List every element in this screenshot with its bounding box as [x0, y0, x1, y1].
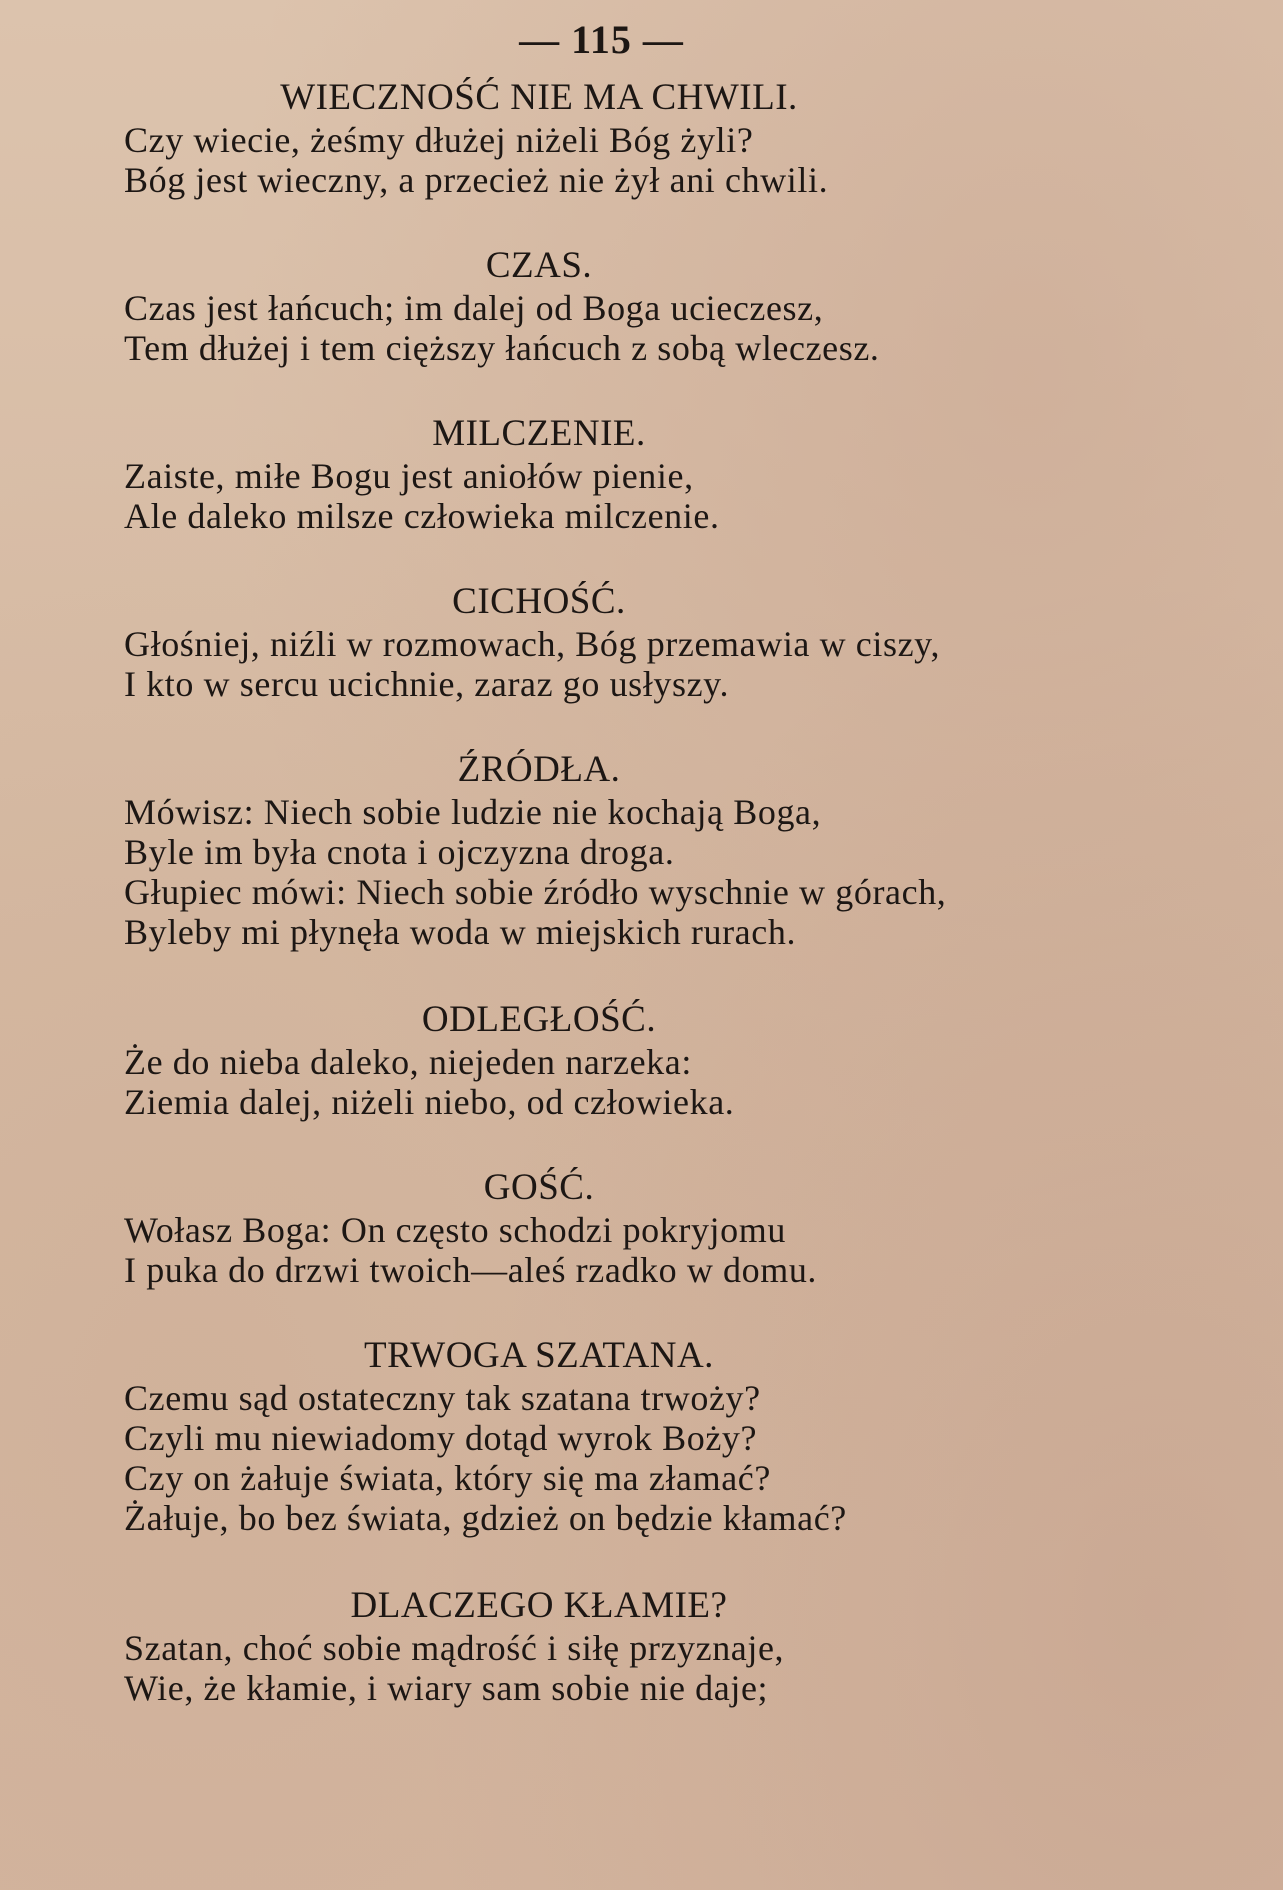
verse-line: Mówisz: Niech sobie ludzie nie kochają Boga,: [124, 792, 822, 832]
epigram-title: CZAS.: [485, 245, 593, 286]
epigram-title: ODLEGŁOŚĆ.: [421, 999, 657, 1040]
verse-line: Czas jest łańcuch; im dalej od Boga ucieczesz,: [124, 288, 824, 328]
verse-line: Zaiste, miłe Bogu jest aniołów pienie,: [124, 456, 694, 496]
verse-line: Bóg jest wieczny, a przecież nie żył ani chwili.: [124, 160, 829, 200]
epigram-cichosc: [124, 580, 1164, 704]
epigram-trwoga-szatana: [124, 1334, 1164, 1538]
verse-line: Czy on żałuje świata, który się ma złamać?: [124, 1458, 771, 1498]
epigram-title: CICHOŚĆ.: [452, 581, 626, 622]
verse-line: Tem dłużej i tem cięższy łańcuch z sobą wleczesz.: [124, 328, 880, 368]
verse-line: Wie, że kłamie, i wiary sam sobie nie daje;: [124, 1668, 769, 1708]
epigram-title: WIECZNOŚĆ NIE MA CHWILI.: [280, 77, 798, 118]
verse-line: Żałuje, bo bez świata, gdzież on będzie kłamać?: [124, 1498, 847, 1538]
verse-line: Byleby mi płynęła woda w miejskich rurach.: [124, 912, 797, 952]
epigram-odleglosc: [124, 998, 1164, 1122]
epigram-title: TRWOGA SZATANA.: [364, 1335, 714, 1376]
verse-line: Byle im była cnota i ojczyzna droga.: [124, 832, 675, 872]
verse-line: Szatan, choć sobie mądrość i siłę przyznaje,: [124, 1628, 785, 1668]
verse-line: Czy wiecie, żeśmy dłużej niżeli Bóg żyli?: [124, 120, 754, 160]
epigram-title: ŹRÓDŁA.: [457, 749, 621, 790]
verse-line: Głupiec mówi: Niech sobie źródło wyschnie w górach,: [124, 872, 947, 912]
epigram-title: GOŚĆ.: [483, 1167, 595, 1208]
epigram-gosc: [124, 1166, 1164, 1290]
verse-line: Wołasz Boga: On często schodzi pokryjomu: [124, 1210, 786, 1250]
page-number: — 115 —: [519, 17, 684, 62]
epigram-dlaczego-klamie: [124, 1584, 1164, 1708]
verse-line: Głośniej, niźli w rozmowach, Bóg przemawia w ciszy,: [124, 624, 941, 664]
verse-line: I puka do drzwi twoich—aleś rzadko w domu.: [124, 1250, 818, 1290]
epigram-title: DLACZEGO KŁAMIE?: [350, 1585, 728, 1626]
epigram-title: MILCZENIE.: [432, 413, 646, 454]
verse-line: I kto w sercu ucichnie, zaraz go usłyszy.: [124, 664, 730, 704]
verse-line: Ziemia dalej, niżeli niebo, od człowieka.: [124, 1082, 735, 1122]
verse-line: Ale daleko milsze człowieka milczenie.: [124, 496, 720, 536]
epigram-czas: [124, 244, 1164, 368]
verse-line: Czyli mu niewiadomy dotąd wyrok Boży?: [124, 1418, 758, 1458]
epigram-wiecznosc: [124, 76, 1164, 200]
verse-line: Czemu sąd ostateczny tak szatana trwoży?: [124, 1378, 761, 1418]
epigram-zrodla: [124, 748, 1164, 952]
epigram-milczenie: [124, 412, 1164, 536]
verse-line: Że do nieba daleko, niejeden narzeka:: [124, 1042, 692, 1082]
